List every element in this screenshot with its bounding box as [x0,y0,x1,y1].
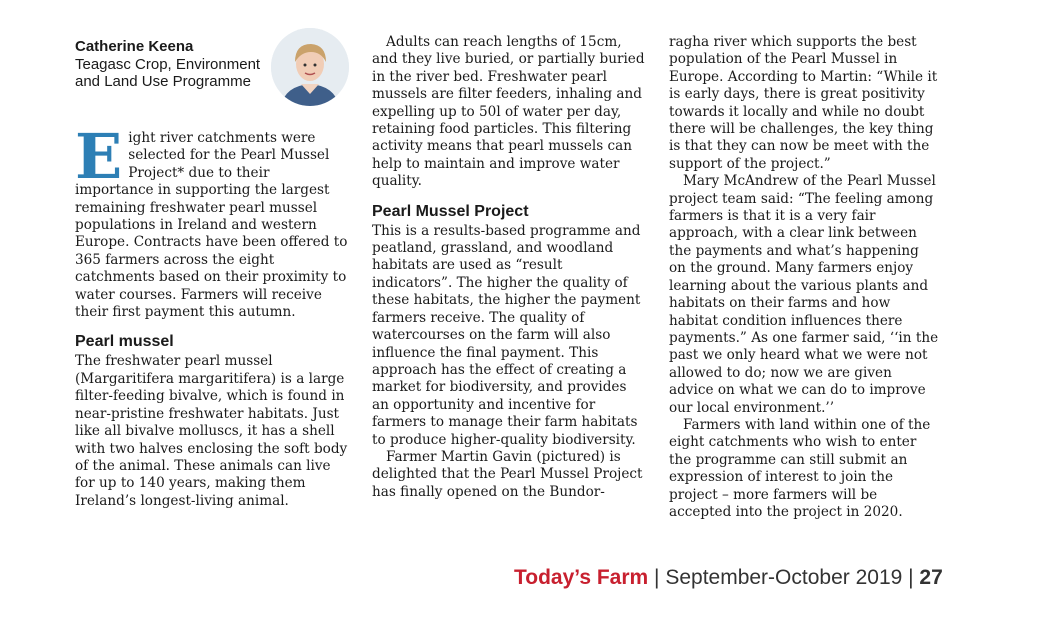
drop-cap: E [75,120,123,193]
author-photo [271,28,349,106]
mcandrew-paragraph: Mary McAndrew of the Pearl Mussel project team said: “The feeling among farmers is that it is a very fair approach, with a clear link between the payments and what’s happening on the ground. Many farmers enjoy learning about the various plants and habitats on their farms and how habitat condition influences there payments.” As one farmer said, ‘‘in the past we only heard what we were not allowed to do; now we are given advice on what we can do to improve our local environment.’’ [669,173,939,416]
farmer-paragraph: Farmer Martin Gavin (pictured) is delighted that the Pearl Mussel Project has finally opened on the Bundor- [372,448,643,500]
issue-date: September-October 2019 [665,566,903,589]
column-3 [669,34,939,521]
footer-separator-1: | [648,566,666,589]
column-2 [372,34,647,501]
footer-separator-2: | [902,566,920,589]
author-block [75,38,350,130]
brand-name: Today’s Farm [514,566,649,589]
intro-text: ight river catchments were selected for the Pearl Mussel Project* due to their importance in supporting the largest remaining freshwater pearl mussel populations in Ireland and western Europe. Contracts have been offered to 365 farmers across the eight catchments based on their proximity to water courses. Farmers will receive their first payment this autumn. [75,130,348,321]
heading-pearl-mussel-project: Pearl Mussel Project [372,202,529,220]
page-number: 27 [919,566,943,589]
pearl-mussel-paragraph: The freshwater pearl mussel (Margaritifera margaritifera) is a large filter-feeding bivalve, which is found in near-pristine freshwater habitats. Just like all bivalve molluscs, it has a shell with two halves enclosing the soft body of the animal. These animals can live for up to 140 years, making them Ireland’s longest-living animal. [75,353,348,509]
column-1 [75,34,350,510]
farmers-land-paragraph: Farmers with land within one of the eight catchments who wish to enter the programme can still submit an expression of interest to join the project – more farmers will be accepted into the project in 2020. [669,416,931,520]
intro-paragraph [75,120,350,321]
project-paragraph: This is a results-based programme and peatland, grassland, and woodland habitats are used as “result indicators”. The higher the quality of these habitats, the higher the payment farmers receive. The quality of watercourses on the farm will also influence the final payment. This approach has the effect of creating a market for biodiversity, and provides an opportunity and incentive for farmers to manage their farm habitats to produce higher-quality biodiversity. [372,222,641,448]
author-role-line-2: and Land Use Programme [75,73,251,90]
heading-pearl-mussel: Pearl mussel [75,333,174,351]
author-name: Catherine Keena [75,38,194,55]
bundorragha-paragraph: ragha river which supports the best population of the Pearl Mussel in Europe. According to Martin: “While it is early days, there is great positivity towards it locally and while no doubt there will be challenges, the key thing is that they can now be meet with the support of the project.” [669,34,938,172]
page-footer [514,565,943,591]
author-portrait-icon [271,28,349,106]
adults-paragraph: Adults can reach lengths of 15cm, and they live buried, or partially buried in the river bed. Freshwater pearl mussels are filter feeders, inhaling and expelling up to 50l of water per day, retaining food particles. This filtering activity means that pearl mussels can help to maintain and improve water quality. [372,34,645,190]
author-role-line-1: Teagasc Crop, Environment [75,56,261,73]
